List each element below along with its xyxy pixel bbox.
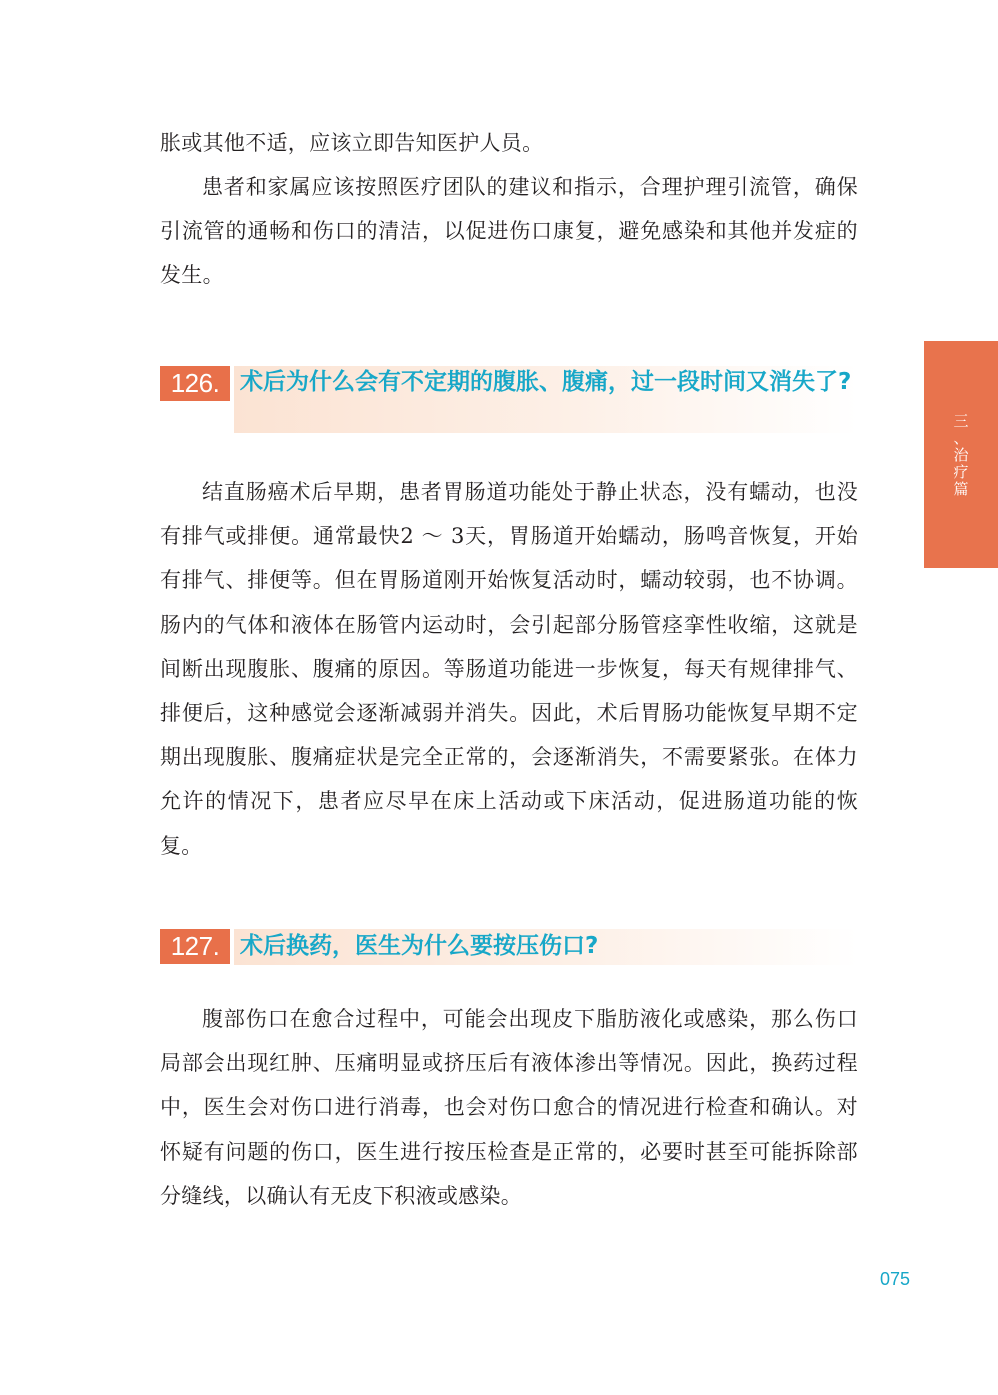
answer-paragraph-126: 结直肠癌术后早期，患者胃肠道功能处于静止状态，没有蠕动，也没有排气或排便。通常最快2 ～ 3天，胃肠道开始蠕动，肠鸣音恢复，开始有排气、排便等。但在胃肠道刚开始恢复活动时，蠕动较弱，也不协调。肠内的气体和液体在肠管内运动时，会引起部分肠管痉挛性收缩，这就是间断出现腹胀、腹痛的原因。等肠道功能进一步恢复，每天有规律排气、排便后，这种感觉会逐渐减弱并消失。因此，术后胃肠功能恢复早期不定期出现腹胀、腹痛症状是完全正常的，会逐渐消失，不需要紧张。在体力允许的情况下，患者应尽早在床上活动或下床活动，促进肠道功能的恢复。 — [160, 480, 858, 858]
section-heading-126 — [160, 366, 858, 433]
intro-paragraph: 患者和家属应该按照医疗团队的建议和指示，合理护理引流管，确保引流管的通畅和伤口的清洁，以促进伤口康复，避免感染和其他并发症的发生。 — [160, 175, 858, 288]
chapter-label-char: 篇 — [953, 480, 969, 498]
question-number: 126. — [160, 366, 230, 401]
chapter-label-char: 三 — [953, 412, 969, 430]
chapter-side-tab — [924, 341, 998, 568]
answer-paragraph-127: 腹部伤口在愈合过程中，可能会出现皮下脂肪液化或感染，那么伤口局部会出现红肿、压痛明显或挤压后有液体渗出等情况。因此，换药过程中，医生会对伤口进行消毒，也会对伤口愈合的情况进行检查和确认。对怀疑有问题的伤口，医生进行按压检查是正常的，必要时甚至可能拆除部分缝线，以确认有无皮下积液或感染。 — [160, 1007, 858, 1208]
question-title: 术后换药，医生为什么要按压伤口? — [240, 933, 599, 959]
chapter-label-char: 疗 — [953, 463, 969, 481]
intro-continued-text: 胀或其他不适，应该立即告知医护人员。 — [160, 131, 544, 155]
section-heading-127 — [160, 929, 858, 965]
chapter-label-char: 、 — [953, 429, 969, 447]
chapter-label-char: 治 — [953, 446, 969, 464]
question-title: 术后为什么会有不定期的腹胀、腹痛，过一段时间又消失了? — [240, 369, 852, 395]
page-number: 075 — [880, 1269, 911, 1289]
chapter-label — [924, 413, 998, 498]
question-number: 127. — [160, 929, 230, 964]
